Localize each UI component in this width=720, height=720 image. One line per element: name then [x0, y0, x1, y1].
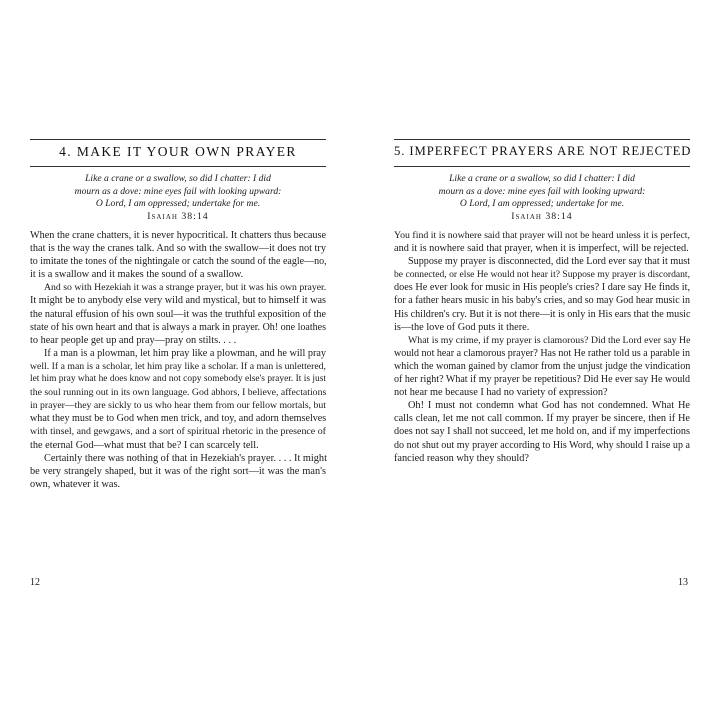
body-text: [30, 229, 326, 491]
body-line: fancied reason why they should?: [394, 452, 529, 464]
body-line: to imitate the tones of the nightingale or catch the sound of the eagle—no,: [30, 256, 327, 268]
body-line: calls clean, let me not call common. If my prayer be sincere, then if He: [394, 413, 690, 425]
body-line: own, whatever it was.: [30, 478, 121, 490]
body-line: It might be to anybody else very wild and mystical, but to himself it was: [30, 295, 327, 307]
scripture-reference: Isaiah 38:14: [511, 210, 573, 222]
body-line: You find it is nowhere said that prayer will not be heard unless it is perfect,: [394, 230, 690, 241]
body-line: the eternal God—what must that be? I can scarcely tell.: [30, 439, 259, 451]
body-text: [394, 229, 690, 465]
body-line: Oh! I must not condemn what God has not condemned. What He: [408, 400, 690, 412]
body-line: and it is nowhere said that prayer, when it is imperfect, will be rejected.: [394, 243, 689, 255]
body-line: His children's cry. But it is not there—it is only in His ears that the music: [394, 308, 691, 320]
page-number: 12: [30, 577, 40, 588]
body-line: the natural effusion of his own soul—it was the truthful exposition of the: [30, 308, 326, 320]
chapter-title-top-rule: [394, 139, 690, 140]
body-line: What is my crime, if my prayer is clamorous? Did the Lord ever say He: [408, 334, 691, 346]
body-line: to hear people get up and pray—pray on stilts. . . .: [30, 334, 237, 346]
body-line: let him pray what he does know and not copy somebody else's prayer. It is just: [30, 374, 326, 385]
chapter-title-bottom-rule: [30, 166, 326, 167]
epigraph-line: mourn as a dove: mine eyes fail with looking upward:: [438, 185, 646, 197]
body-line: that is the way the cranes talk. And so with the swallow—it does not try: [30, 243, 326, 255]
body-line: it is a swallow and it makes the sound of a swallow.: [30, 269, 244, 281]
body-line: of her right? What if my prayer be repetitious? Did He ever say He would: [394, 374, 690, 386]
epigraph-line: Like a crane or a swallow, so did I chatter: I did: [449, 173, 635, 184]
epigraph-line: mourn as a dove: mine eyes fail with looking upward:: [74, 185, 282, 197]
body-line: When the crane chatters, it is never hypocritical. It chatters thus because: [30, 230, 326, 241]
body-line: If a man is a plowman, let him pray like a plowman, and he will pray: [44, 347, 326, 359]
scripture-reference: Isaiah 38:14: [147, 210, 209, 222]
body-line: does not say I shall not succeed, let me hold on, and if my imperfections: [394, 426, 690, 438]
body-line: Certainly there was nothing of that in Hezekiah's prayer. . . . It might: [44, 452, 327, 464]
body-line: And so with Hezekiah it was a strange prayer, but it was his own prayer.: [44, 282, 327, 294]
body-line: well. If a man is a scholar, let him pray like a scholar. If a man is unlettered,: [30, 360, 326, 372]
body-line: in prayer—they are sickly to us who hear them from our fellow mortals, but: [30, 400, 326, 412]
body-line: with tinsel, and gewgaws, and a sort of spiritual rhetoric in the presence of: [30, 426, 326, 438]
epigraph: [30, 173, 326, 223]
chapter-title: 4. MAKE IT YOUR OWN PRAYER: [59, 144, 297, 159]
body-line: state of his own heart and that is always a mark in prayer. Oh! one loathes: [30, 321, 326, 333]
page-number: 13: [678, 577, 688, 588]
body-line: does He ever look for music in His people's cries? I dare say He finds it,: [394, 282, 690, 294]
body-line: be connected, or else He would not hear it? Suppose my prayer is discordant,: [394, 269, 690, 281]
epigraph-line: Like a crane or a swallow, so did I chatter: I did: [85, 173, 271, 184]
body-line: not hear me because I had no variety of expression?: [394, 387, 608, 399]
chapter-title-top-rule: [30, 139, 326, 140]
body-line: do not shut out my prayer according to His Word, why should I raise up a: [394, 439, 690, 451]
body-line: what they must be to God when men trick, and toy, and adorn themselves: [30, 413, 327, 425]
chapter-title: 5. IMPERFECT PRAYERS ARE NOT REJECTED: [394, 144, 692, 158]
epigraph: [394, 173, 690, 223]
body-line: would not hear a clamorous prayer? Has not He rather told us a parable in: [394, 347, 690, 359]
body-line: which the woman gained by clamor from the unjust judge the vindication: [394, 360, 691, 372]
body-line: is—the love of God puts it there.: [394, 321, 530, 333]
epigraph-line: O Lord, I am oppressed; undertake for me.: [95, 198, 261, 210]
right-page: [360, 0, 720, 720]
body-line: be very strangely shaped, but it was of the right sort—it was the man's: [30, 465, 326, 477]
body-line: Suppose my prayer is disconnected, did the Lord ever say that it must: [408, 256, 691, 268]
chapter-title-bottom-rule: [394, 166, 690, 167]
epigraph-line: O Lord, I am oppressed; undertake for me.: [459, 198, 625, 210]
body-line: the soul running out in its own language. God abhors, I believe, affectations: [30, 387, 327, 399]
body-line: for a father hears music in his baby's cries, and so may God hear music in: [394, 295, 690, 307]
